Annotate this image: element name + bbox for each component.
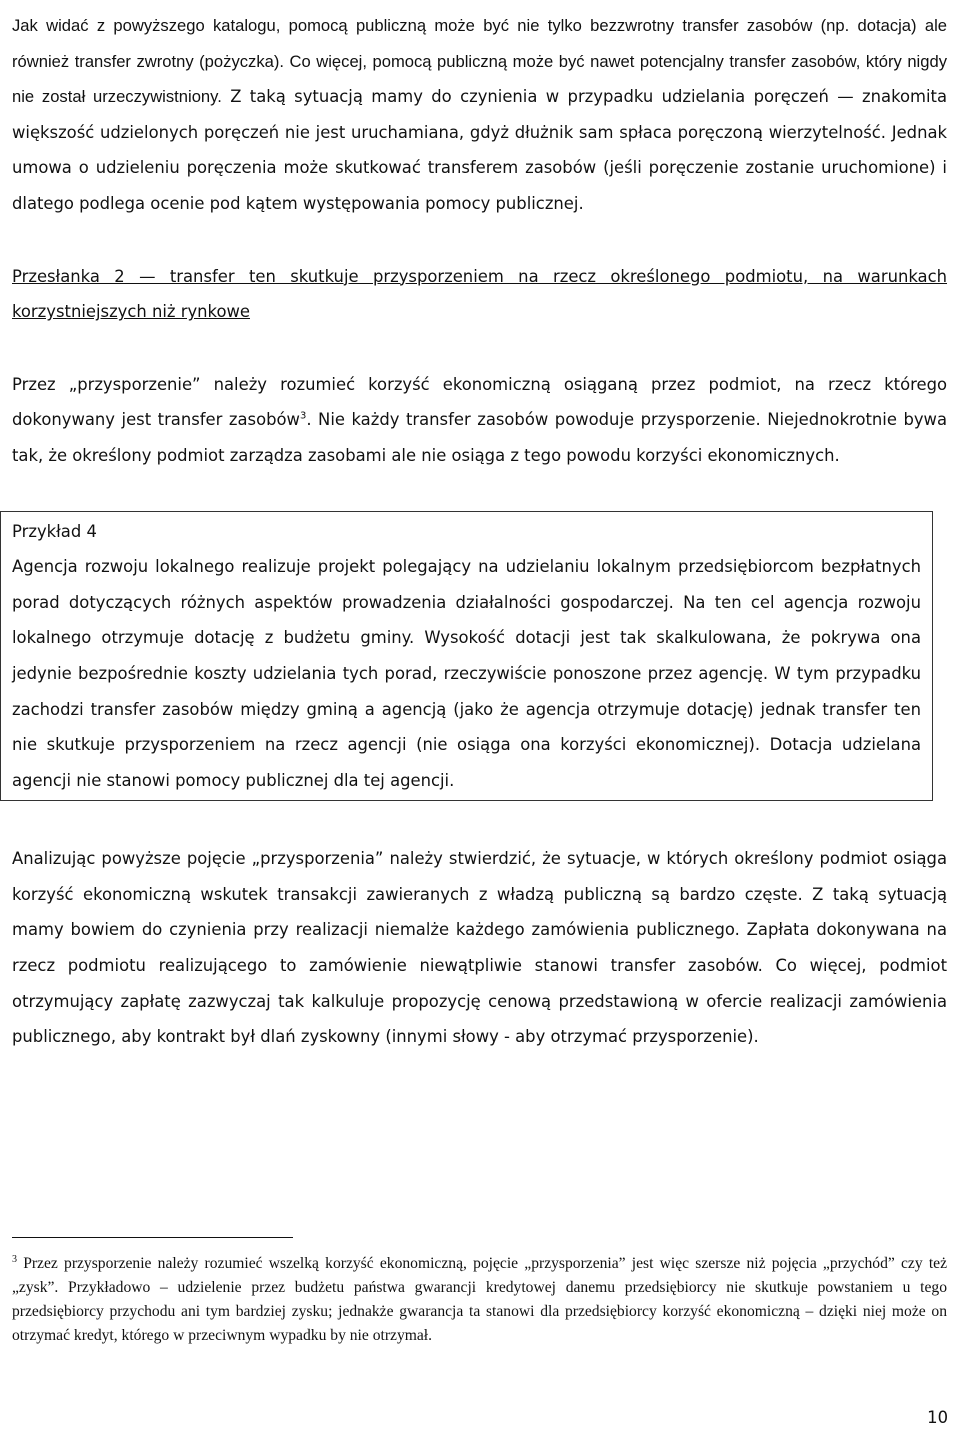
spacer <box>12 801 947 841</box>
example-4-title: Przykład 4 <box>12 521 97 541</box>
example-4-body: Agencja rozwoju lokalnego realizuje projekt polegający na udzielaniu lokalnym przedsiębiorcom bezpłatnych porad dotyczących różnych aspektów prowadzenia działalności gospodarczej. Na ten cel agencja rozwoju lokalnego otrzymuje dotację z budżetu gminy. Wysokość dotacji jest tak skalkulowana, że pokrywa ona jedynie bezpośrednie koszty udzielania tych porad, rzeczywiście ponoszone przez agencję. W tym przypadku zachodzi transfer zasobów między gminą a agencją (jako że agencja otrzymuje dotację) jednak transfer ten nie skutkuje przysporzeniem na rzecz agencji (nie osiąga ona korzyści ekonomicznej). Dotacja udzielana agencji nie stanowi pomocy publicznej dla tej agencji. <box>12 557 921 790</box>
analysis-paragraph: Analizując powyższe pojęcie „przysporzenia” należy stwierdzić, że sytuacje, w których określony podmiot osiąga korzyść ekonomiczną wskutek transakcji zawieranych z władzą publiczną są bardzo częste. Z taką sytuacją mamy bowiem do czynienia przy realizacji niemalże każdego zamówienia publicznego. Zapłata dokonywana na rzecz podmiotu realizującego to zamówienie niewątpliwie stanowi transfer zasobów. Co więcej, podmiot otrzymujący zapłatę zazwyczaj tak kalkuluje propozycję cenową przedstawioną w ofercie realizacji zamówienia publicznego, aby kontrakt był dlań zyskowny (innymi słowy - aby otrzymać przysporzenie). <box>12 849 947 1047</box>
footnote-marker: 3 <box>12 1253 17 1265</box>
intro-sentence-1: Jak widać z powyższego katalogu, pomocą publiczną może być nie tylko bezzwrotny transfer zasobów (np. dotacja) ale również transfer zwrotny (pożyczka). Co więcej, pomocą publiczną może być nawet potencjalny transfer zasobów, który nigdy nie został urzeczywistniony. <box>12 16 947 107</box>
definition-text-after: . Nie każdy transfer zasobów powoduje przysporzenie. Niejednokrotnie bywa tak, że określony podmiot zarządza zasobami ale nie osiąga z tego powodu korzyści ekonomicznych. <box>12 410 947 465</box>
intro-paragraph <box>12 8 947 222</box>
definition-paragraph <box>12 367 947 474</box>
example-4-box <box>0 511 933 802</box>
intro-sentence-2: Z taką sytuacją mamy do czynienia w przypadku udzielania poręczeń — znakomita większość udzielonych poręczeń nie jest uruchamiana, gdyż dłużnik sam spłaca poręczoną wierzytelność. Jednak umowa o udzieleniu poręczenia może skutkować transferem zasobów (jeśli poręczenie zostanie uruchomione) i dlatego podlega ocenie pod kątem występowania pomocy publicznej. <box>12 87 947 213</box>
footnote-separator <box>12 1237 293 1238</box>
definition-text-before: Przez „przysporzenie” należy rozumieć korzyść ekonomiczną osiąganą przez podmiot, na rzecz którego dokonywany jest transfer zasobów <box>12 374 947 430</box>
spacer <box>12 474 947 511</box>
footnote-reference[interactable]: 3 <box>299 410 307 422</box>
spacer <box>12 222 947 259</box>
spacer <box>12 330 947 367</box>
document-page <box>12 8 947 1055</box>
footnote-3 <box>12 1252 947 1348</box>
footnote-text: Przez przysporzenie należy rozumieć wszelką korzyść ekonomiczną, pojęcie „przysporzenia” jest więc szersze niż pojęcia „przychód” czy też „zysk”. Przykładowo – udzielenie przez budżetu państwa gwarancji kredytowej danemu przedsiębiorcy nie skutkuje powstaniem u tego przedsiębiorcy przychodu ani tym bardziej zysku; jednakże gwarancja ta stanowi dla przedsiębiorcy korzyść ekonomiczną – dzięki niej może on otrzymać kredyt, którego w przeciwnym wypadku by nie otrzymał. <box>12 1255 947 1345</box>
premise-2-heading: Przesłanka 2 — transfer ten skutkuje przysporzeniem na rzecz określonego podmiotu, na warunkach korzystniejszych niż rynkowe <box>12 266 947 322</box>
page-number: 10 <box>927 1408 948 1427</box>
